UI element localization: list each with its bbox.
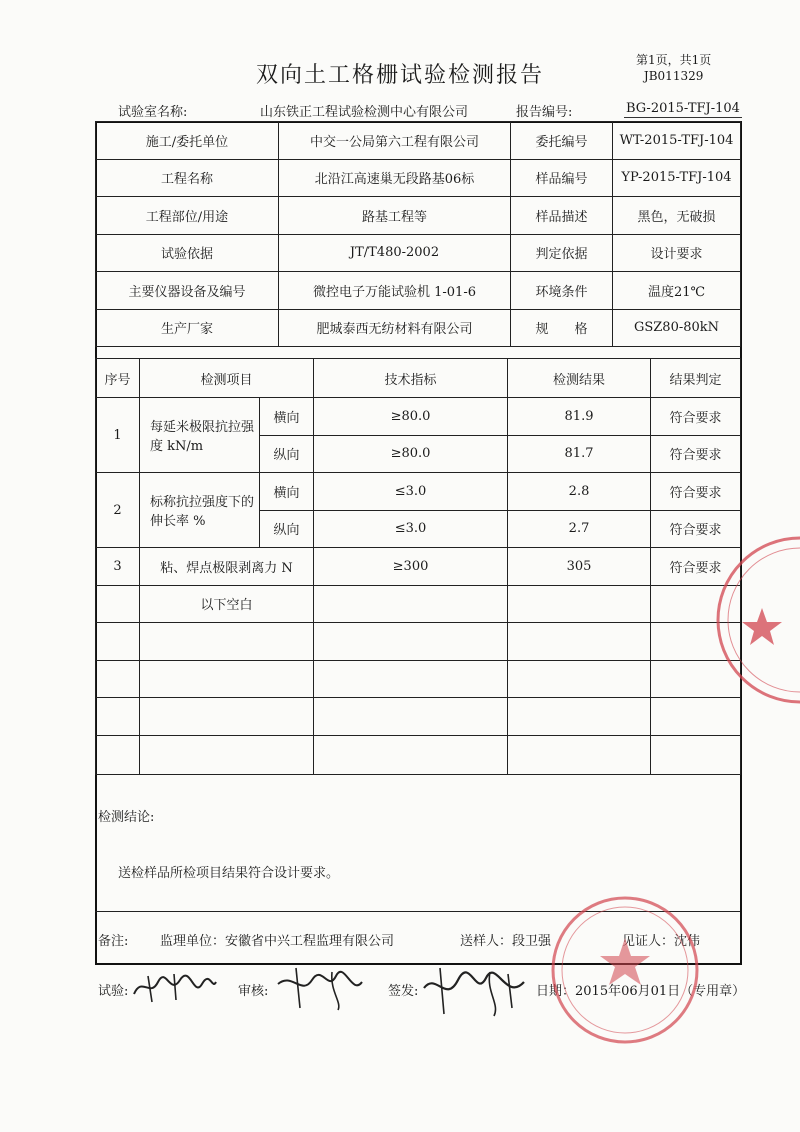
row-item: 每延米极限抗拉强度 kN/m <box>140 398 260 473</box>
table-row <box>96 473 741 511</box>
info-value2: 设计要求 <box>613 234 741 272</box>
row-judge: 符合要求 <box>651 510 741 548</box>
page-info <box>636 52 711 84</box>
info-label: 工程名称 <box>96 159 279 197</box>
col-item: 检测项目 <box>140 359 314 398</box>
table-row <box>96 548 741 586</box>
row-result: 305 <box>508 548 651 586</box>
info-label2: 环境条件 <box>511 272 613 310</box>
info-label: 生产厂家 <box>96 309 279 347</box>
doc-code: JB011329 <box>643 69 704 83</box>
report-no-label: 报告编号: <box>516 105 573 120</box>
sample-sender: 送样人：段卫强 <box>460 934 552 949</box>
table-row <box>96 398 741 436</box>
issuer-label: 签发: <box>388 984 419 999</box>
supervisor-unit: 监理单位：安徽省中兴工程监理有限公司 <box>160 934 395 949</box>
page-count: 第1页，共1页 <box>636 53 712 67</box>
row-spec: ≥80.0 <box>314 435 508 473</box>
reviewer-label: 审核: <box>238 984 269 999</box>
col-spec: 技术指标 <box>314 359 508 398</box>
row-judge: 符合要求 <box>651 435 741 473</box>
info-value: 中交一公局第六工程有限公司 <box>279 122 511 160</box>
info-label: 施工/委托单位 <box>96 122 279 160</box>
lab-label: 试验室名称: <box>118 105 188 120</box>
info-label2: 判定依据 <box>511 234 613 272</box>
issuer-signature <box>420 964 530 1020</box>
info-label: 试验依据 <box>96 234 279 272</box>
date-text: 日期：2015年06月01日（专用章） <box>536 984 746 999</box>
row-result: 2.8 <box>508 473 651 511</box>
info-value: JT/T480-2002 <box>279 234 511 272</box>
info-row <box>96 159 741 197</box>
info-row <box>96 272 741 310</box>
row-judge: 符合要求 <box>651 473 741 511</box>
info-value2: WT-2015-TFJ-104 <box>613 122 741 160</box>
row-item: 标称抗拉强度下的伸长率 % <box>140 473 260 548</box>
info-row <box>96 122 741 160</box>
conclusion-text: 送检样品所检项目结果符合设计要求。 <box>118 866 340 881</box>
info-label: 工程部位/用途 <box>96 197 279 235</box>
row-dir: 纵向 <box>260 510 314 548</box>
row-no: 2 <box>96 473 140 548</box>
row-spec: ≤3.0 <box>314 473 508 511</box>
row-result: 81.7 <box>508 435 651 473</box>
tester-label: 试验: <box>98 984 129 999</box>
reviewer-signature <box>272 962 368 1014</box>
results-table <box>95 358 741 775</box>
notes-label: 备注: <box>98 934 129 949</box>
row-result: 81.9 <box>508 398 651 436</box>
info-value2: 温度21℃ <box>613 272 741 310</box>
row-dir: 横向 <box>260 398 314 436</box>
report-title: 双向土工格栅试验检测报告 <box>255 63 544 88</box>
inspection-seal <box>710 520 800 720</box>
row-spec: ≥80.0 <box>314 398 508 436</box>
info-row <box>96 309 741 347</box>
info-label: 主要仪器设备及编号 <box>96 272 279 310</box>
table-row <box>96 735 741 774</box>
info-label2: 样品编号 <box>511 159 613 197</box>
row-item: 粘、焊点极限剥离力 N <box>140 548 314 586</box>
info-value: 微控电子万能试验机 1-01-6 <box>279 272 511 310</box>
results-header-row <box>96 359 741 398</box>
tester-signature <box>130 968 220 1008</box>
info-value2: GSZ80-80kN <box>613 309 741 347</box>
row-result: 2.7 <box>508 510 651 548</box>
table-row <box>96 660 741 698</box>
info-row <box>96 197 741 235</box>
row-no: 1 <box>96 398 140 473</box>
conclusion-label: 检测结论: <box>98 810 155 825</box>
col-judge: 结果判定 <box>651 359 741 398</box>
row-dir: 横向 <box>260 473 314 511</box>
report-no: BG-2015-TFJ-104 <box>626 101 740 116</box>
witness: 见证人：沈伟 <box>622 934 701 949</box>
col-no: 序号 <box>96 359 140 398</box>
row-dir: 纵向 <box>260 435 314 473</box>
col-result: 检测结果 <box>508 359 651 398</box>
row-spec: ≤3.0 <box>314 510 508 548</box>
info-value: 北沿江高速巢无段路基06标 <box>279 159 511 197</box>
info-value: 肥城泰西无纺材料有限公司 <box>279 309 511 347</box>
info-row <box>96 234 741 272</box>
info-value2: YP-2015-TFJ-104 <box>613 159 741 197</box>
inspection-seal-2 <box>545 890 705 1050</box>
table-row <box>96 698 741 736</box>
info-value: 路基工程等 <box>279 197 511 235</box>
blank-note: 以下空白 <box>140 585 314 623</box>
lab-name: 山东铁正工程试验检测中心有限公司 <box>258 101 470 122</box>
info-label2: 规 格 <box>511 309 613 347</box>
row-no: 3 <box>96 548 140 586</box>
info-table <box>95 121 741 347</box>
info-value2: 黑色，无破损 <box>613 197 741 235</box>
info-label2: 样品描述 <box>511 197 613 235</box>
row-judge: 符合要求 <box>651 548 741 586</box>
info-label2: 委托编号 <box>511 122 613 160</box>
row-spec: ≥300 <box>314 548 508 586</box>
row-judge: 符合要求 <box>651 398 741 436</box>
table-row <box>96 585 741 623</box>
table-row <box>96 623 741 661</box>
